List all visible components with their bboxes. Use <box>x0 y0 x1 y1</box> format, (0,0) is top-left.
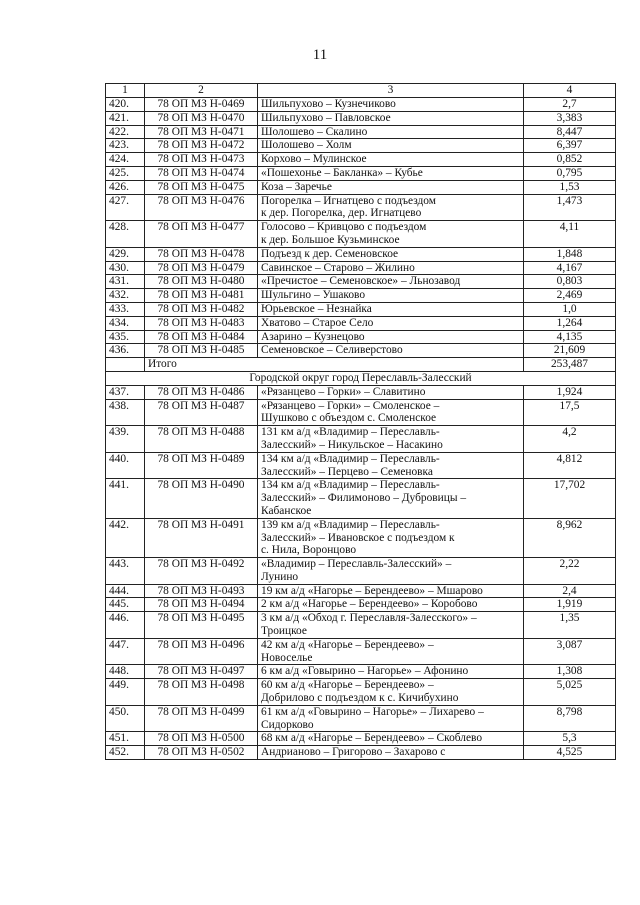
total-row-num <box>106 358 145 372</box>
road-length: 4,11 <box>524 221 616 248</box>
table-row <box>106 598 616 612</box>
road-name <box>258 598 524 612</box>
road-name-line: «Пошехонье – Бакланка» – Кубье <box>261 166 423 179</box>
table-row <box>106 139 616 153</box>
row-number: 436. <box>106 344 145 358</box>
road-length: 0,803 <box>524 275 616 289</box>
road-name <box>258 679 524 706</box>
road-length: 5,025 <box>524 679 616 706</box>
road-name <box>258 399 524 426</box>
table-total <box>106 358 616 386</box>
road-length: 4,812 <box>524 452 616 479</box>
road-length: 2,4 <box>524 584 616 598</box>
road-registry-table <box>105 83 616 760</box>
table-row <box>106 247 616 261</box>
road-name <box>258 166 524 180</box>
road-id: 78 ОП МЗ Н-0493 <box>145 584 258 598</box>
road-id: 78 ОП МЗ Н-0486 <box>145 385 258 399</box>
row-number: 427. <box>106 194 145 221</box>
road-name <box>258 584 524 598</box>
row-number: 432. <box>106 289 145 303</box>
row-number: 422. <box>106 125 145 139</box>
road-length: 1,924 <box>524 385 616 399</box>
road-name <box>258 125 524 139</box>
column-header-2: 2 <box>145 84 258 98</box>
road-length: 6,397 <box>524 139 616 153</box>
road-name-line: 2 км а/д «Нагорье – Берендеево» – Коробово <box>261 598 478 611</box>
road-length: 4,2 <box>524 426 616 453</box>
road-id: 78 ОП МЗ Н-0495 <box>145 612 258 639</box>
table-row <box>106 194 616 221</box>
table-row <box>106 330 616 344</box>
row-number: 431. <box>106 275 145 289</box>
road-name <box>258 180 524 194</box>
road-name-line: к дер. Погорелка, дер. Игнатцево <box>261 207 422 220</box>
road-name <box>258 665 524 679</box>
road-length: 4,135 <box>524 330 616 344</box>
road-name-line: Голосово – Кривцово с подъездом <box>261 221 427 234</box>
road-id: 78 ОП МЗ Н-0502 <box>145 746 258 760</box>
road-name-line: Шильпухово – Павловское <box>261 111 391 124</box>
row-number: 437. <box>106 385 145 399</box>
row-number: 438. <box>106 399 145 426</box>
road-length: 5,3 <box>524 732 616 746</box>
road-name <box>258 289 524 303</box>
road-name <box>258 139 524 153</box>
row-number: 434. <box>106 316 145 330</box>
road-id: 78 ОП МЗ Н-0492 <box>145 558 258 585</box>
road-length: 0,795 <box>524 166 616 180</box>
total-length: 253,487 <box>524 358 616 372</box>
table-row <box>106 426 616 453</box>
row-number: 426. <box>106 180 145 194</box>
row-number: 442. <box>106 518 145 557</box>
road-length: 3,087 <box>524 638 616 665</box>
road-name <box>258 638 524 665</box>
table-row <box>106 302 616 316</box>
road-name <box>258 732 524 746</box>
road-length: 17,5 <box>524 399 616 426</box>
road-id: 78 ОП МЗ Н-0498 <box>145 679 258 706</box>
road-id: 78 ОП МЗ Н-0473 <box>145 153 258 167</box>
road-length: 4,525 <box>524 746 616 760</box>
road-name-line: Азарино – Кузнецово <box>261 330 365 343</box>
road-id: 78 ОП МЗ Н-0478 <box>145 247 258 261</box>
table-row <box>106 125 616 139</box>
row-number: 423. <box>106 139 145 153</box>
row-number: 443. <box>106 558 145 585</box>
road-name <box>258 344 524 358</box>
row-number: 446. <box>106 612 145 639</box>
road-name-line: 131 км а/д «Владимир – Переславль- <box>261 426 440 439</box>
road-name <box>258 385 524 399</box>
page-number: 11 <box>312 47 328 63</box>
table-row <box>106 221 616 248</box>
road-length: 8,798 <box>524 705 616 732</box>
row-number: 420. <box>106 98 145 112</box>
road-name-line: 60 км а/д «Нагорье – Берендеево» – <box>261 679 434 692</box>
road-name-line: Лунино <box>261 570 299 583</box>
road-name-line: Семеновское – Селиверстово <box>261 344 403 357</box>
row-number: 428. <box>106 221 145 248</box>
road-name-line: 134 км а/д «Владимир – Переславль- <box>261 452 440 465</box>
road-name-line: 3 км а/д «Обход г. Переславля-Залесского» – <box>261 612 477 625</box>
road-length: 2,22 <box>524 558 616 585</box>
road-name-line: 134 км а/д «Владимир – Переславль- <box>261 479 440 492</box>
road-id: 78 ОП МЗ Н-0491 <box>145 518 258 557</box>
table-row <box>106 665 616 679</box>
road-name-line: Сидорково <box>261 718 314 731</box>
road-id: 78 ОП МЗ Н-0499 <box>145 705 258 732</box>
road-name <box>258 221 524 248</box>
road-name-line: 61 км а/д «Говырино – Нагорье» – Лихарево – <box>261 705 484 718</box>
total-label: Итого <box>145 358 524 372</box>
road-name-line: Шушково с объездом с. Смоленское <box>261 412 437 425</box>
road-name <box>258 612 524 639</box>
table-row <box>106 344 616 358</box>
road-name-line: 6 км а/д «Говырино – Нагорье» – Афонино <box>261 665 469 678</box>
row-number: 433. <box>106 302 145 316</box>
road-name-line: Шульгино – Ушаково <box>261 289 366 302</box>
road-length: 1,473 <box>524 194 616 221</box>
road-name-line: Корхово – Мулинское <box>261 153 367 166</box>
road-name-line: Новоселье <box>261 651 313 664</box>
road-name-line: Залесский» – Ивановское с подъездом к <box>261 531 455 544</box>
table-row <box>106 558 616 585</box>
road-id: 78 ОП МЗ Н-0479 <box>145 261 258 275</box>
road-length: 1,919 <box>524 598 616 612</box>
table-row <box>106 385 616 399</box>
road-length: 1,35 <box>524 612 616 639</box>
road-id: 78 ОП МЗ Н-0483 <box>145 316 258 330</box>
road-name-line: «Владимир – Переславль-Залесский» – <box>261 558 452 571</box>
road-length: 3,383 <box>524 111 616 125</box>
road-id: 78 ОП МЗ Н-0476 <box>145 194 258 221</box>
road-id: 78 ОП МЗ Н-0484 <box>145 330 258 344</box>
table-body-before <box>106 98 616 358</box>
road-name-line: Шильпухово – Кузнечиково <box>261 98 396 110</box>
road-id: 78 ОП МЗ Н-0489 <box>145 452 258 479</box>
table-row <box>106 705 616 732</box>
road-name <box>258 275 524 289</box>
road-name-line: Подъезд к дер. Семеновское <box>261 247 399 260</box>
road-name-line: Шолошево – Скалино <box>261 125 368 138</box>
road-id: 78 ОП МЗ Н-0496 <box>145 638 258 665</box>
road-name-line: Юрьевское – Незнайка <box>261 302 372 315</box>
row-number: 441. <box>106 479 145 518</box>
road-name <box>258 558 524 585</box>
road-length: 4,167 <box>524 261 616 275</box>
road-name-line: Савинское – Старово – Жилино <box>261 261 415 274</box>
road-length: 8,447 <box>524 125 616 139</box>
row-number: 435. <box>106 330 145 344</box>
table-row <box>106 180 616 194</box>
road-name-line: 42 км а/д «Нагорье – Берендеево» – <box>261 638 434 651</box>
row-number: 452. <box>106 746 145 760</box>
road-name-line: Коза – Заречье <box>261 180 332 193</box>
table-row <box>106 452 616 479</box>
road-id: 78 ОП МЗ Н-0470 <box>145 111 258 125</box>
row-number: 451. <box>106 732 145 746</box>
road-name <box>258 330 524 344</box>
road-id: 78 ОП МЗ Н-0490 <box>145 479 258 518</box>
row-number: 445. <box>106 598 145 612</box>
road-name-line: к дер. Большое Кузьминское <box>261 233 400 246</box>
table-row <box>106 732 616 746</box>
table-body-after <box>106 385 616 759</box>
road-name <box>258 518 524 557</box>
road-name <box>258 316 524 330</box>
row-number: 440. <box>106 452 145 479</box>
road-id: 78 ОП МЗ Н-0474 <box>145 166 258 180</box>
road-name-line: «Пречистое – Семеновское» – Льнозавод <box>261 275 461 288</box>
road-name-line: Добрилово с подъездом к с. Кичибухино <box>261 692 459 705</box>
row-number: 425. <box>106 166 145 180</box>
table-row <box>106 518 616 557</box>
table-row <box>106 289 616 303</box>
road-name-line: Кабанское <box>261 504 312 517</box>
road-name <box>258 479 524 518</box>
row-number: 439. <box>106 426 145 453</box>
row-number: 424. <box>106 153 145 167</box>
total-row <box>106 358 616 372</box>
road-name <box>258 426 524 453</box>
row-number: 447. <box>106 638 145 665</box>
road-id: 78 ОП МЗ Н-0471 <box>145 125 258 139</box>
road-name-line: с. Нила, Воронцово <box>261 544 357 557</box>
row-number: 421. <box>106 111 145 125</box>
road-id: 78 ОП МЗ Н-0487 <box>145 399 258 426</box>
road-length: 21,609 <box>524 344 616 358</box>
road-name <box>258 247 524 261</box>
road-name-line: Троицкое <box>261 625 307 638</box>
table-row <box>106 98 616 112</box>
road-name-line: 19 км а/д «Нагорье – Берендеево» – Мшарово <box>261 584 483 597</box>
road-length: 0,852 <box>524 153 616 167</box>
section-heading-row <box>106 371 616 385</box>
road-name <box>258 705 524 732</box>
road-id: 78 ОП МЗ Н-0475 <box>145 180 258 194</box>
road-name-line: Шолошево – Холм <box>261 139 352 152</box>
road-length: 8,962 <box>524 518 616 557</box>
road-name <box>258 111 524 125</box>
road-name <box>258 302 524 316</box>
row-number: 449. <box>106 679 145 706</box>
row-number: 444. <box>106 584 145 598</box>
road-name-line: 68 км а/д «Нагорье – Берендеево» – Скоблево <box>261 732 483 745</box>
table-row <box>106 153 616 167</box>
road-id: 78 ОП МЗ Н-0482 <box>145 302 258 316</box>
row-number: 429. <box>106 247 145 261</box>
road-length: 2,7 <box>524 98 616 112</box>
table-row <box>106 584 616 598</box>
row-number: 450. <box>106 705 145 732</box>
road-name-line: 139 км а/д «Владимир – Переславль- <box>261 518 440 531</box>
column-header-4: 4 <box>524 84 616 98</box>
road-length: 1,53 <box>524 180 616 194</box>
table-row <box>106 638 616 665</box>
road-length: 2,469 <box>524 289 616 303</box>
road-name-line: Залесский» – Филимоново – Дубровицы – <box>261 492 467 505</box>
column-header-3: 3 <box>258 84 524 98</box>
table-row <box>106 612 616 639</box>
row-number: 448. <box>106 665 145 679</box>
table-row <box>106 275 616 289</box>
row-number: 430. <box>106 261 145 275</box>
road-length: 1,308 <box>524 665 616 679</box>
road-length: 1,848 <box>524 247 616 261</box>
road-name-line: «Рязанцево – Горки» – Смоленское – <box>261 399 440 412</box>
road-id: 78 ОП МЗ Н-0469 <box>145 98 258 112</box>
road-id: 78 ОП МЗ Н-0477 <box>145 221 258 248</box>
table-header <box>106 84 616 98</box>
road-id: 78 ОП МЗ Н-0497 <box>145 665 258 679</box>
table-row <box>106 479 616 518</box>
road-length: 1,264 <box>524 316 616 330</box>
column-number-row <box>106 84 616 98</box>
road-name <box>258 746 524 760</box>
road-id: 78 ОП МЗ Н-0480 <box>145 275 258 289</box>
road-id: 78 ОП МЗ Н-0472 <box>145 139 258 153</box>
road-name <box>258 98 524 112</box>
road-name <box>258 153 524 167</box>
road-id: 78 ОП МЗ Н-0488 <box>145 426 258 453</box>
road-name <box>258 194 524 221</box>
road-id: 78 ОП МЗ Н-0500 <box>145 732 258 746</box>
section-heading: Городской округ город Переславль-Залесский <box>106 371 616 385</box>
road-name-line: Погорелка – Игнатцево с подъездом <box>261 194 436 207</box>
road-id: 78 ОП МЗ Н-0485 <box>145 344 258 358</box>
table-row <box>106 261 616 275</box>
road-name-line: «Рязанцево – Горки» – Славитино <box>261 385 426 398</box>
road-name <box>258 261 524 275</box>
road-length: 1,0 <box>524 302 616 316</box>
road-name-line: Хватово – Старое Село <box>261 316 374 329</box>
table-row <box>106 316 616 330</box>
table-row <box>106 679 616 706</box>
road-length: 17,702 <box>524 479 616 518</box>
road-id: 78 ОП МЗ Н-0494 <box>145 598 258 612</box>
table-row <box>106 111 616 125</box>
road-name-line: Залесский» – Перцево – Семеновка <box>261 465 433 478</box>
road-name-line: Залесский» – Никульское – Насакино <box>261 438 443 451</box>
table-row <box>106 399 616 426</box>
table-row <box>106 166 616 180</box>
road-name-line: Андрианово – Григорово – Захарово с <box>261 746 446 759</box>
column-header-1: 1 <box>106 84 145 98</box>
road-name <box>258 452 524 479</box>
table-row <box>106 746 616 760</box>
road-id: 78 ОП МЗ Н-0481 <box>145 289 258 303</box>
